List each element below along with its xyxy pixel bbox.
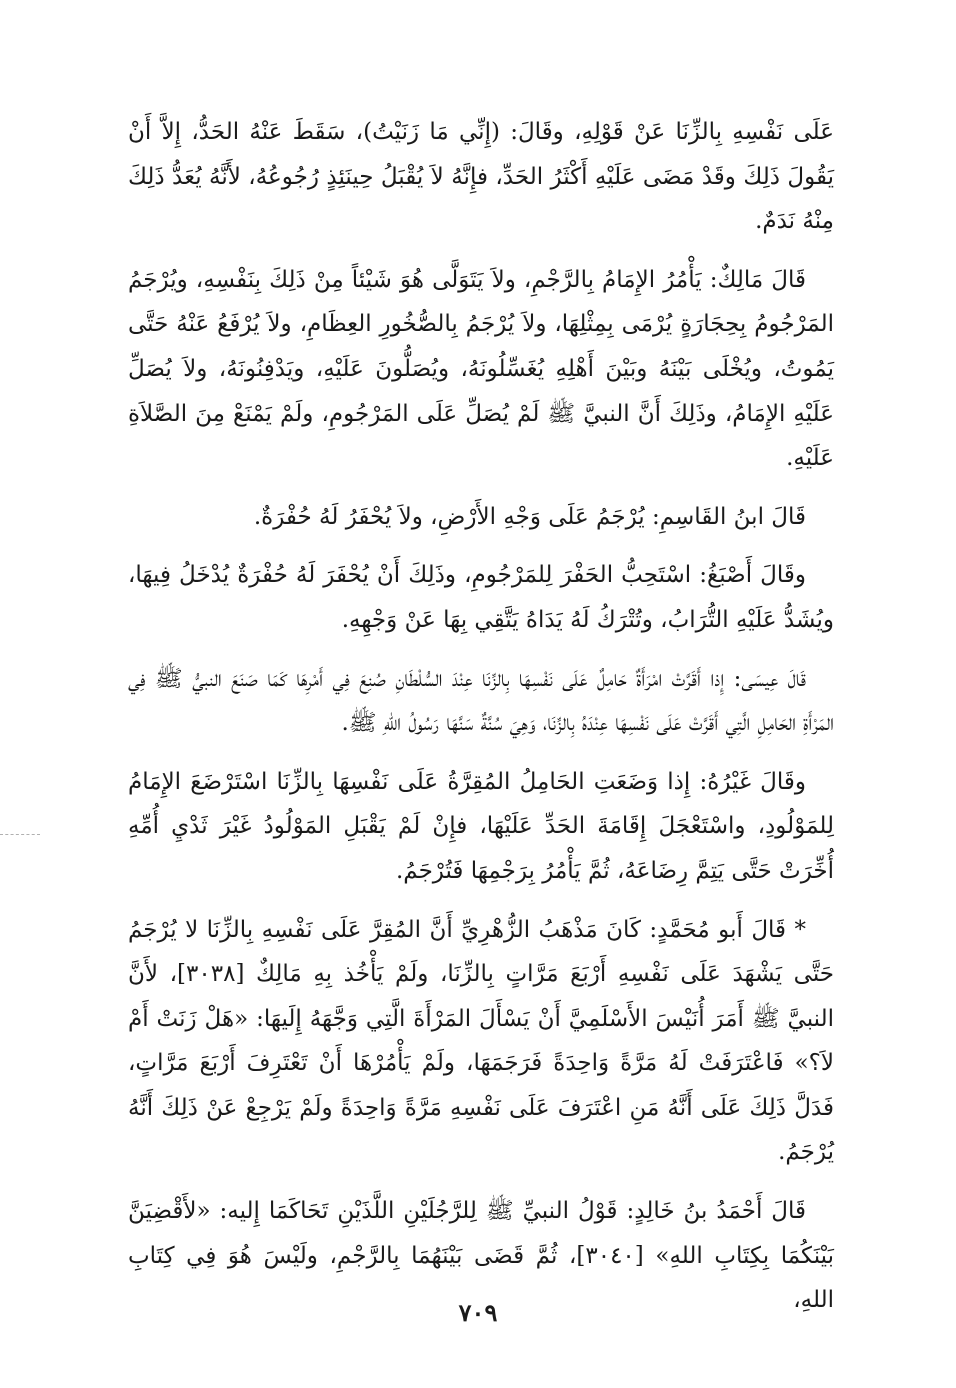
paragraph-8: قَالَ أَحْمَدُ بنُ خَالِدٍ: قَوْلُ النبيِّ ﷺ لِلرَّجُلَيْنِ اللَّذَيْنِ تَحَاكَمَا إِليه: «لأَقْضِيَنَّ بَيْنَكُمَا بِكِتَابِ اللهِ» [٣٠٤٠]، ثُمَّ قَضَى بَيْنَهُمَا بِالرَّجْمِ، ولَيْسَ هُوَ فِي كِتَابِ اللهِ، [128,1198,834,1314]
paragraph-1: عَلَى نَفْسِهِ بِالزِّنَا عَنْ قَوْلِهِ، وقَالَ: (إِنِّي مَا زَنَيْتُ)، سَقَطَ عَنْهُ الحَدُّ، إِلاَّ أَنْ يَقُولَ ذَلِكَ وقَدْ مَضَى عَلَيْهِ أَكْثَرُ الحَدِّ، فإِنَّهُ لاَ يُقْبَلُ حِينَئِذٍ رُجُوعُهُ، لأَنَّهُ يُعَدُّ ذَلِكَ مِنْهُ نَدَمٌ. [128,119,834,235]
margin-divider [0,834,40,835]
paragraph-7: * قَالَ أَبو مُحَمَّدٍ: كَانَ مَذْهَبُ الزُّهْرِيِّ أَنَّ المُقِرَّ عَلَى نَفْسِهِ بِالزِّنَا لا يُرْجَمُ حَتَّى يَشْهَدَ عَلَى نَفْسِهِ أَرْبَعَ مَرَّاتٍ بِالزِّنَا، ولَمْ يَأْخُذ بِهِ مَالِكٌ [٣٠٣٨]، لأَنَّ النبيَّ ﷺ أَمَرَ أُنَيْسَ الأَسْلَمِيَّ أَنْ يَسْأَلَ المَرْأَةَ الَّتِي وَجَّهَهُ إِلَيهَا: «هَلْ زَنَتْ أَمْ لاَ؟» فَاعْتَرَفَتْ لَهُ مَرَّةً وَاحِدَةً فَرَجَمَهَا، ولَمْ يَأْمُرْهَا أَنْ تَعْتَرِفَ أَرْبَعَ مَرَّاتٍ، فَدَلَّ ذَلِكَ عَلَى أَنَّهُ مَنِ اعْتَرَفَ عَلَى نَفْسِهِ مَرَّةً وَاحِدَةً ولَمْ يَرْجِعْ عَنْ ذَلِكَ أَنَّهُ يُرْجَمُ. [128,916,835,1166]
body-text [128,110,834,1337]
paragraph-6: وقَالَ غَيْرُهُ: إِذا وَضَعَتِ الحَامِلُ المُقِرَّةُ عَلَى نَفْسِهَا بِالزِّنَا اسْتَرْضَعَ الإِمَامُ لِلمَوْلُودِ، واسْتَعْجَلَ إِقَامَةَ الحَدِّ عَلَيْهَا، فإِنْ لَمْ يَقْبَلِ المَوْلُودُ غَيْرَ ثَدْيِ أُمِّهِ أُخِّرَتْ حَتَّى يَتِمَّ رِضَاعَهُ، ثُمَّ يَأْمُرُ بِرَجْمِهَا فَتُرْجَمُ. [128,768,834,884]
paragraph-5: قَالَ عِيسَى: إِذا أَقَرَّتْ امْرَأَةٌ حَامِلٌ عَلَى نَفْسِهَا بِالزِّنَا عِنْدَ السُّلْطَانِ صُنِعَ فِي أَمْرِهَا كَمَا صَنَعَ النبيُّ ﷺ فِي المَرْأَةِ الحَامِلِ الَّتِي أَقَرَّتْ عَلَى نَفْسِهَا عِنْدَهُ بِالزِّنَا، وَهِيَ سُنَّةٌ سَنَّهَا رَسُولُ اللهِ ﷺ. [128,665,834,737]
page-number: ٧٠٩ [458,1298,498,1327]
paragraph-2: قَالَ مَالِكٌ: يَأْمُرُ الإِمَامُ بِالرَّجْمِ، ولاَ يَتَوَلَّى هُوَ شَيْئاً مِنْ ذَلِكَ بِنَفْسِهِ، ويُرْجَمُ المَرْجُومُ بِحِجَارَةٍ يُرْمَى بِمِثْلِهَا، ولاَ يُرْجَمُ بِالصُّخُورِ العِظَامِ، ولاَ يُرْفَعُ عَنْهُ حَتَّى يَمُوتُ، ويُخْلَى بَيْنَهُ وبَيْنَ أَهْلِهِ يُغَسِّلُونَهُ، ويُصَلُّونَ عَلَيْهِ، ويَدْفِنُونَهُ، ولاَ يُصَلِّ عَلَيْهِ الإِمَامُ، وذَلِكَ أَنَّ النبيَّ ﷺ لَمْ يُصَلِّ عَلَى المَرْجُومِ، ولَمْ يَمْنَعْ مِنَ الصَّلاَةِ عَلَيْهِ. [128,266,834,472]
paragraph-4: وقَالَ أَصْبَغُ: اسْتَحِبُّ الحَفْرَ لِلمَرْجُومِ، وذَلِكَ أَنْ يُحْفَرَ لَهُ حُفْرَةٌ يُدْخَلُ فِيهَا، ويُشَدُّ عَلَيْهِ التُّرَابُ، وتُتْرَكُ لَهُ يَدَاهُ يَتَّقِي بِهَا عَنْ وَجْهِهِ. [128,562,834,633]
paragraph-3: قَالَ ابنُ القَاسِمِ: يُرْجَمُ عَلَى وَجْهِ الأَرْضِ، ولاَ يُحْفَرُ لَهُ حُفْرَةٌ. [253,503,806,530]
